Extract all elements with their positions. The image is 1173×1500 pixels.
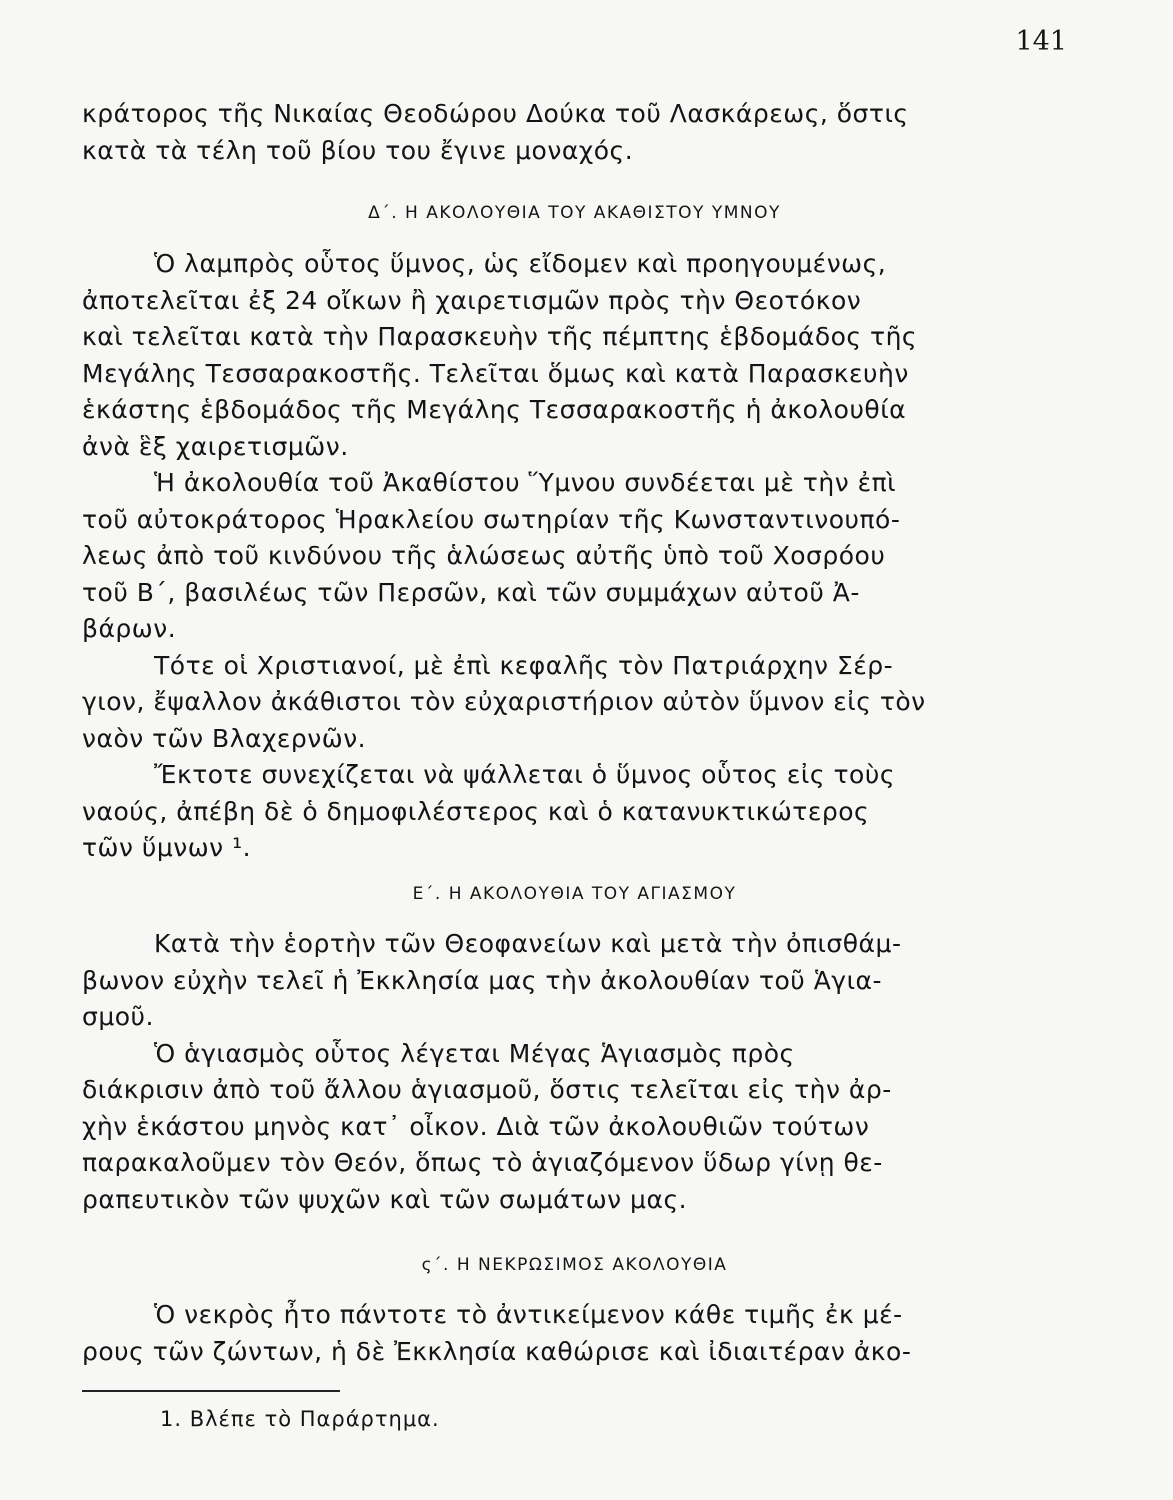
text-line: Ἔκτοτε συνεχίζεται νὰ ψάλλεται ὁ ὕμνος οὗτος εἰς τοὺς [154,760,895,789]
text-line: ρους τῶν ζώντων, ἡ δὲ Ἐκκλησία καθώρισε καὶ ἰδιαιτέραν ἀκο- [82,1336,912,1366]
text-line: Μεγάλης Τεσσαρακοστῆς. Τελεῖται ὅμως καὶ κατὰ Παρασκευὴν [82,358,909,388]
text-line: Ὁ νεκρὸς ἦτο πάντοτε τὸ ἀντικείμενον κάθε τιμῆς ἐκ μέ- [154,1300,903,1329]
footnote-divider [82,1390,340,1392]
continuation-paragraph [82,96,1067,169]
text-line: ἑκάστης ἑβδομάδος τῆς Μεγάλης Τεσσαρακοστῆς ἡ ἀκολουθία [82,395,907,424]
text-line: Κατὰ τὴν ἑορτὴν τῶν Θεοφανείων καὶ μετὰ τὴν ὀπισθάμ- [154,929,902,958]
section-akathist-body [82,246,1067,867]
section-funeral-body [82,1297,1067,1370]
text-line: παρακαλοῦμεν τὸν Θεόν, ὅπως τὸ ἁγιαζόμενον ὕδωρ γίνῃ θε- [82,1148,883,1177]
text-line: ἀποτελεῖται ἐξ 24 οἴκων ἢ χαιρετισμῶν πρὸς τὴν Θεοτόκον [82,285,862,315]
section-heading-akathist: Δ΄. Η ΑΚΟΛΟΥΘΙΑ ΤΟΥ ΑΚΑΘΙΣΤΟΥ ΥΜΝΟΥ [368,203,781,223]
section-heading-blessing: Ε΄. Η ΑΚΟΛΟΥΘΙΑ ΤΟΥ ΑΓΙΑΣΜΟΥ [412,884,737,904]
page-number: 141 [1015,26,1067,57]
text-line: ραπευτικὸν τῶν ψυχῶν καὶ τῶν σωμάτων μας. [82,1184,688,1214]
text-line: σμοῦ. [82,1002,154,1031]
text-line: Τότε οἱ Χριστιανοί, μὲ ἐπὶ κεφαλῆς τὸν Πατριάρχην Σέρ- [154,650,894,680]
text-line: κράτορος τῆς Νικαίας Θεοδώρου Δούκα τοῦ Λασκάρεως, ὅστις [82,99,909,128]
text-line: τῶν ὕμνων ¹. [82,833,252,862]
text-line: κατὰ τὰ τέλη τοῦ βίου του ἔγινε μοναχός. [82,135,634,165]
text-line: τοῦ Β΄, βασιλέως τῶν Περσῶν, καὶ τῶν συμμάχων αὐτοῦ Ἀ- [82,577,860,607]
text-line: Ἡ ἀκολουθία τοῦ Ἀκαθίστου Ὕμνου συνδέεται μὲ τὴν ἐπὶ [154,468,897,497]
text-line: καὶ τελεῖται κατὰ τὴν Παρασκευὴν τῆς πέμπτης ἑβδομάδος τῆς [82,322,918,351]
text-line: βάρων. [82,614,177,643]
text-line: βωνον εὐχὴν τελεῖ ἡ Ἐκκλησία μας τὴν ἀκολουθίαν τοῦ Ἁγια- [82,965,883,995]
text-line: τοῦ αὐτοκράτορος Ἡρακλείου σωτηρίαν τῆς Κωνσταντινουπό- [82,504,901,534]
section-blessing-body [82,926,1067,1218]
text-line: χὴν ἑκάστου μηνὸς κατ᾽ οἶκον. Διὰ τῶν ἀκολουθιῶν τούτων [82,1111,870,1141]
text-line: διάκρισιν ἀπὸ τοῦ ἄλλου ἁγιασμοῦ, ὅστις τελεῖται εἰς τὴν ἀρ- [82,1075,892,1104]
text-line: ναὸν τῶν Βλαχερνῶν. [82,723,367,753]
text-line: Ὁ ἁγιασμὸς οὗτος λέγεται Μέγας Ἁγιασμὸς πρὸς [154,1038,795,1068]
text-line: γιον, ἔψαλλον ἀκάθιστοι τὸν εὐχαριστήριον αὐτὸν ὕμνον εἰς τὸν [82,687,926,716]
text-line: ναούς, ἀπέβη δὲ ὁ δημοφιλέστερος καὶ ὁ κατανυκτικώτερος [82,796,870,826]
footnote: 1. Βλέπε τὸ Παράρτημα. [160,1407,440,1431]
text-line: λεως ἀπὸ τοῦ κινδύνου τῆς ἁλώσεως αὐτῆς ὑπὸ τοῦ Χοσρόου [82,541,886,570]
section-heading-funeral: ς΄. Η ΝΕΚΡΩΣΙΜΟΣ ΑΚΟΛΟΥΘΙΑ [421,1255,728,1275]
text-line: ἀνὰ ἓξ χαιρετισμῶν. [82,431,349,461]
text-line: Ὁ λαμπρὸς οὗτος ὕμνος, ὡς εἴδομεν καὶ προηγουμένως, [154,249,887,278]
